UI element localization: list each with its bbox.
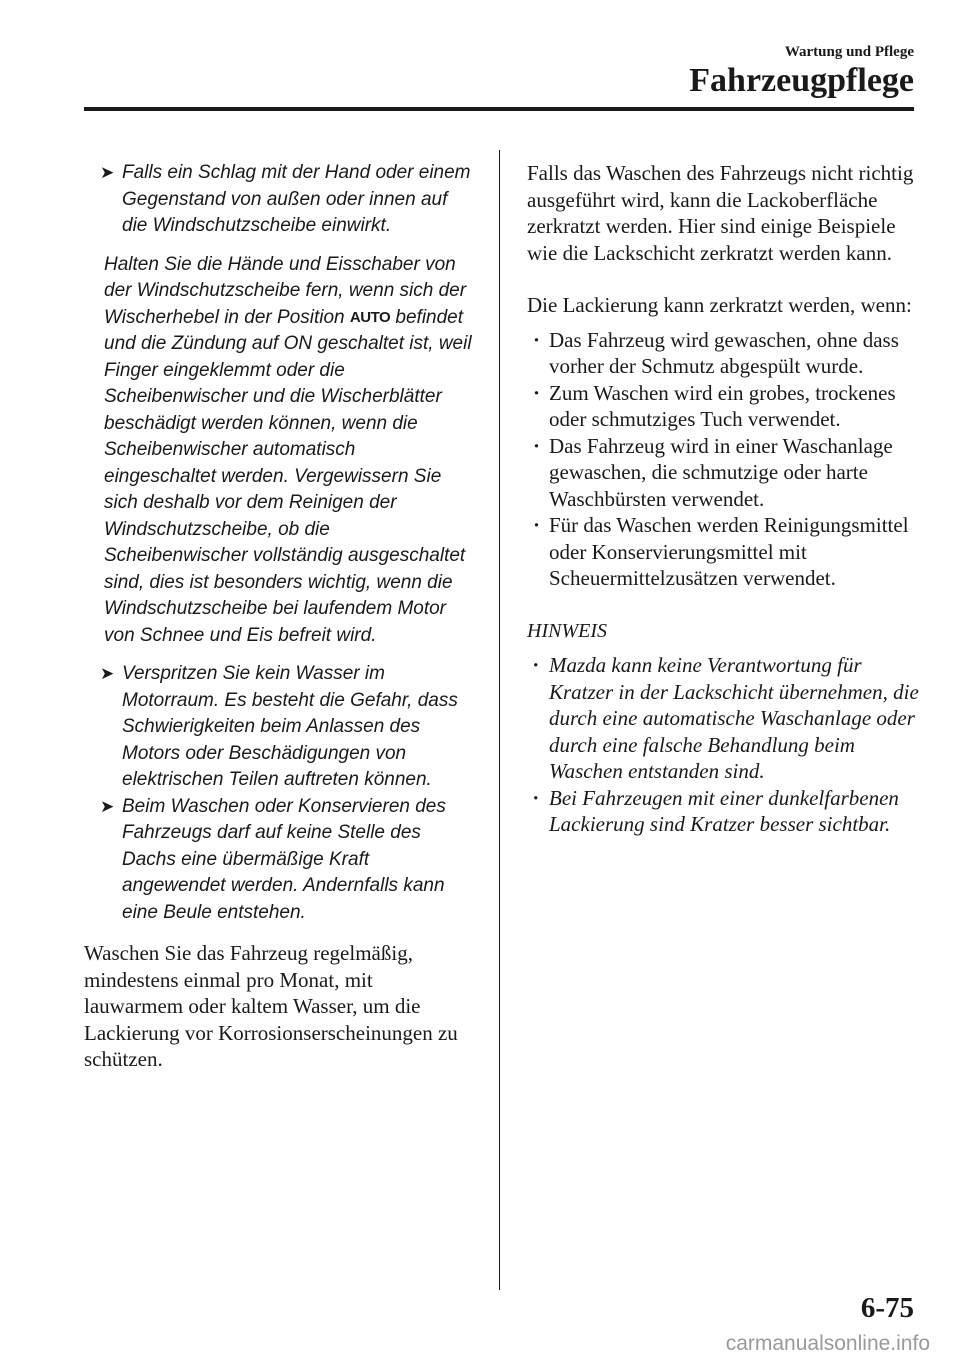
- page-number: 6-75: [860, 1292, 914, 1324]
- notice-item-text: Bei Fahrzeugen mit einer dunkelfarbenen Lackierung sind Kratzer besser sichtbar.: [549, 785, 899, 836]
- notice-heading: HINWEIS: [527, 619, 607, 642]
- wash-paragraph: Waschen Sie das Fahrzeug regelmäßig, mindestens einmal pro Monat, mit lauwarmem oder kaltem Wasser, um die Lackierung vor Korrosionserscheinungen zu schützen.: [84, 941, 458, 1071]
- auto-position-label: AUTO: [349, 308, 391, 326]
- notice-item: [527, 785, 927, 838]
- arrow-bullet-icon: ➤: [100, 664, 115, 683]
- bullet-dot-icon: ·: [533, 785, 539, 810]
- bullet-dot-icon: ·: [533, 653, 539, 677]
- wiper-paragraph: [100, 252, 472, 650]
- list-item: [527, 512, 927, 592]
- warning-text: Verspritzen Sie kein Wasser im Motorraum. Es besteht die Gefahr, dass Schwierigkeiten beim Anlassen des Motors oder Beschädigungen von elektrischen Teilen auftreten können.: [122, 663, 458, 790]
- bullet-dot-icon: ·: [533, 433, 541, 458]
- list-item-text: Das Fahrzeug wird gewaschen, ohne dass vorher der Schmutz abgespült wurde.: [549, 327, 899, 378]
- notice-item-text: Mazda kann keine Verantwortung für Kratzer in der Lackschicht übernehmen, die durch eine automatische Waschanlage oder durch eine falsche Behandlung beim Waschen entstanden sind.: [549, 653, 919, 783]
- intro-paragraph: Falls das Waschen des Fahrzeugs nicht richtig ausgeführt wird, kann die Lackoberfläche zerkratzt werden. Hier sind einige Beispiele wie die Lackschicht zerkratzt werden kann.: [527, 161, 914, 265]
- notice-list: [527, 652, 927, 838]
- bullet-dot-icon: ·: [533, 513, 541, 537]
- warning-item: [100, 661, 472, 794]
- column-divider: [499, 150, 500, 1290]
- section-title: Wartung und Pflege: [784, 44, 914, 60]
- left-column: [84, 160, 472, 1073]
- bullet-dot-icon: ·: [533, 380, 541, 405]
- list-item: [527, 327, 927, 380]
- warning-text: Beim Waschen oder Konservieren des Fahrzeugs darf auf keine Stelle des Dachs eine übermäßige Kraft angewendet werden. Andernfalls kann eine Beule entstehen.: [122, 795, 446, 923]
- right-column: [527, 160, 927, 838]
- lead-paragraph: Die Lackierung kann zerkratzt werden, wenn:: [527, 293, 912, 317]
- wiper-paragraph-text-end: befindet und die Zündung auf ON geschaltet ist, weil Finger eingeklemmt oder die Scheibenwischer und die Wischerblätter beschädigt werden können, wenn die Scheibenwischer automatisch eingeschaltet werden. Vergewissern Sie sich deshalb vor dem Reinigen der Windschutzscheibe, ob die Scheibenwischer vollständig ausgeschaltet sind, dies ist besonders wichtig, wenn die Windschutzscheibe bei laufendem Motor von Schnee und Eis befreit wird.: [104, 306, 472, 646]
- warning-item: [100, 160, 472, 240]
- list-item-text: Das Fahrzeug wird in einer Waschanlage gewaschen, die schmutzige oder harte Waschbürsten verwendet.: [549, 433, 893, 511]
- bullet-dot-icon: ·: [533, 327, 541, 352]
- warning-item: [100, 794, 472, 927]
- list-item: [527, 433, 927, 513]
- arrow-bullet-icon: ➤: [100, 163, 115, 182]
- list-item-text: Für das Waschen werden Reinigungsmittel oder Konservierungsmittel mit Scheuermittelzusätzen verwendet.: [549, 513, 909, 590]
- notice-item: [527, 652, 927, 785]
- page-title: Fahrzeugpflege: [689, 62, 914, 99]
- watermark: carmanualsonline.info: [725, 1332, 930, 1355]
- arrow-bullet-icon: ➤: [100, 796, 115, 816]
- wiper-paragraph-text-start: Halten Sie die Hände und Eisschaber von der Windschutzscheibe fern, wenn sich der Wischerhebel in der Position: [104, 253, 467, 328]
- scratch-cause-list: [527, 327, 927, 592]
- header-rule: [84, 107, 914, 111]
- warning-text: Falls ein Schlag mit der Hand oder einem Gegenstand von außen oder innen auf die Windschutzscheibe einwirkt.: [122, 162, 471, 236]
- list-item: [527, 380, 927, 433]
- list-item-text: Zum Waschen wird ein grobes, trockenes oder schmutziges Tuch verwendet.: [549, 380, 896, 431]
